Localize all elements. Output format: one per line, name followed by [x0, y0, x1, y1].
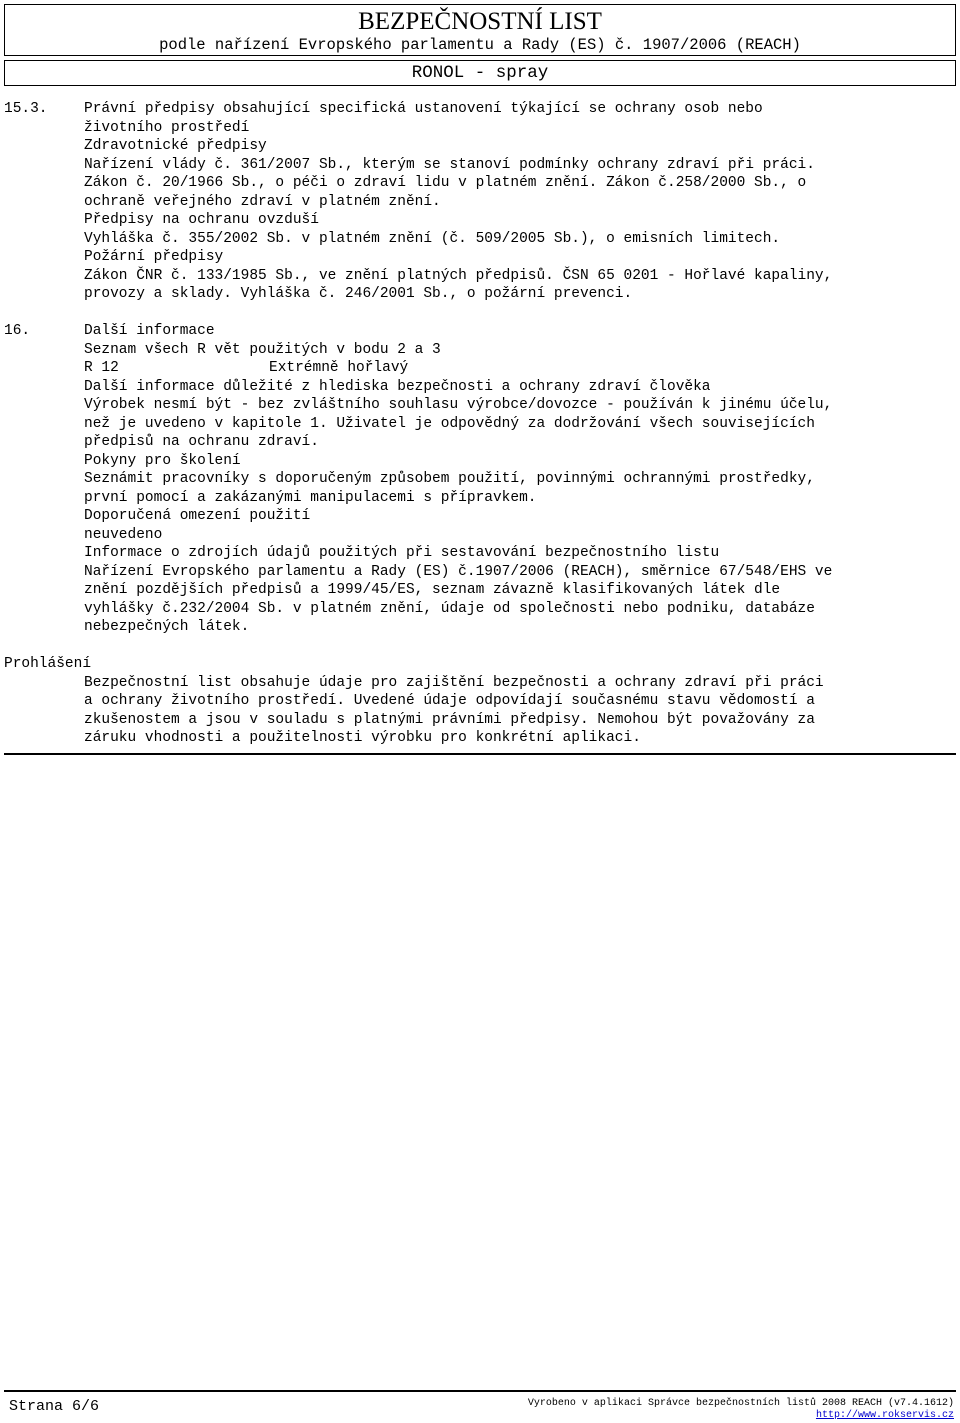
text-line: nebezpečných látek. — [84, 619, 250, 635]
section-heading: Další informace — [84, 323, 215, 339]
footer-divider — [4, 1390, 956, 1392]
document-title: BEZPEČNOSTNÍ LIST — [358, 8, 602, 35]
text-line: záruku vhodnosti a použitelnosti výrobku pro konkrétní aplikaci. — [84, 730, 641, 746]
air-regulations-text — [84, 230, 952, 249]
page-number: Strana 6/6 — [9, 1398, 100, 1415]
text-line: než je uvedeno v kapitole 1. Uživatel je odpovědný za dodržování všech souvisejících — [84, 415, 815, 432]
text-line: životního prostředí — [84, 119, 250, 136]
text-line: Bezpečnostní list obsahuje údaje pro zajištění bezpečnosti a ochrany zdraví při práci — [84, 674, 824, 691]
generator-info — [528, 1398, 954, 1422]
r-phrases-list — [84, 359, 960, 378]
subheading-air: Předpisy na ochranu ovzduší — [84, 212, 319, 228]
text-line: a ochrany životního prostředí. Uvedené údaje odpovídají současnému stavu vědomostí a — [84, 693, 815, 709]
section-number: 16. — [4, 323, 31, 339]
text-line: Výrobek nesmí být - bez zvláštního souhlasu výrobce/dovozce - používán k jinému účelu, — [84, 397, 833, 413]
text-line: zkušenostem a jsou v souladu s platnými právními předpisy. Nemohou být považovány za — [84, 711, 815, 728]
document-body — [0, 100, 960, 755]
product-name: RONOL - spray — [4, 60, 956, 86]
section-divider — [4, 753, 956, 755]
text-line: neuvedeno — [84, 526, 163, 543]
r-phrase-row — [84, 359, 960, 378]
declaration — [0, 655, 960, 748]
health-regulations-text — [84, 156, 952, 212]
text-line: Zákon ČNR č. 133/1985 Sb., ve znění platných předpisů. ČSN 65 0201 - Hořlavé kapaliny, — [84, 267, 833, 284]
generator-link[interactable]: http://www.rokservis.cz — [815, 1410, 954, 1421]
section-heading — [84, 100, 952, 137]
text-line: Právní předpisy obsahující specifická ustanovení týkající se ochrany osob nebo — [84, 101, 763, 117]
section-number: 15.3. — [4, 101, 48, 117]
r-phrase-text: Extrémně hořlavý — [269, 360, 409, 376]
declaration-text — [84, 674, 952, 748]
section-16 — [0, 322, 960, 637]
r-phrases-heading: Seznam všech R vět použitých v bodu 2 a 3 — [84, 341, 441, 358]
training-text — [84, 470, 952, 507]
generator-text: Vyrobeno v aplikaci Správce bezpečnostních listů 2008 REACH (v7.4.1612) — [527, 1398, 954, 1409]
text-line: předpisů na ochranu zdraví. — [84, 434, 319, 450]
fire-regulations-text — [84, 267, 952, 304]
text-line: Vyhláška č. 355/2002 Sb. v platném znění (č. 509/2005 Sb.), o emisních limitech. — [84, 230, 781, 247]
text-line: provozy a sklady. Vyhláška č. 246/2001 Sb., o požární prevenci. — [84, 286, 633, 302]
text-line: vyhlášky č.232/2004 Sb. v platném znění, údaje od společnosti nebo podniku, databáze — [84, 600, 815, 617]
section-15-3 — [0, 100, 960, 304]
subheading-sources: Informace o zdrojích údajů použitých při sestavování bezpečnostního listu — [84, 545, 720, 561]
text-line: Seznámit pracovníky s doporučeným způsobem použití, povinnými ochrannými prostředky, — [84, 471, 815, 487]
text-line: ochraně veřejného zdraví v platném znění. — [84, 193, 441, 210]
subheading-training: Pokyny pro školení — [84, 452, 241, 469]
subheading-fire: Požární předpisy — [84, 249, 224, 265]
safety-text — [84, 396, 952, 452]
document-subtitle: podle nařízení Evropského parlamentu a Rady (ES) č. 1907/2006 (REACH) — [159, 36, 801, 54]
declaration-title: Prohlášení — [4, 656, 92, 672]
restrictions-text — [84, 526, 952, 545]
document-header — [4, 4, 956, 56]
subheading-safety: Další informace důležité z hlediska bezpečnosti a ochrany zdraví člověka — [84, 378, 711, 395]
text-line: Nařízení Evropského parlamentu a Rady (ES) č.1907/2006 (REACH), směrnice 67/548/EHS ve — [84, 563, 833, 580]
sources-text — [84, 563, 952, 637]
text-line: první pomocí a zakázanými manipulacemi s přípravkem. — [84, 489, 537, 506]
text-line: Nařízení vlády č. 361/2007 Sb., kterým se stanoví podmínky ochrany zdraví při práci. — [84, 156, 815, 173]
r-phrase-code: R 12 — [84, 360, 119, 376]
text-line: znění pozdějších předpisů a 1999/45/ES, seznam závazně klasifikovaných látek dle — [84, 582, 781, 598]
subheading-health: Zdravotnické předpisy — [84, 138, 267, 154]
text-line: Zákon č. 20/1966 Sb., o péči o zdraví lidu v platném znění. Zákon č.258/2000 Sb., o — [84, 175, 807, 191]
subheading-restrictions: Doporučená omezení použití — [84, 508, 311, 524]
